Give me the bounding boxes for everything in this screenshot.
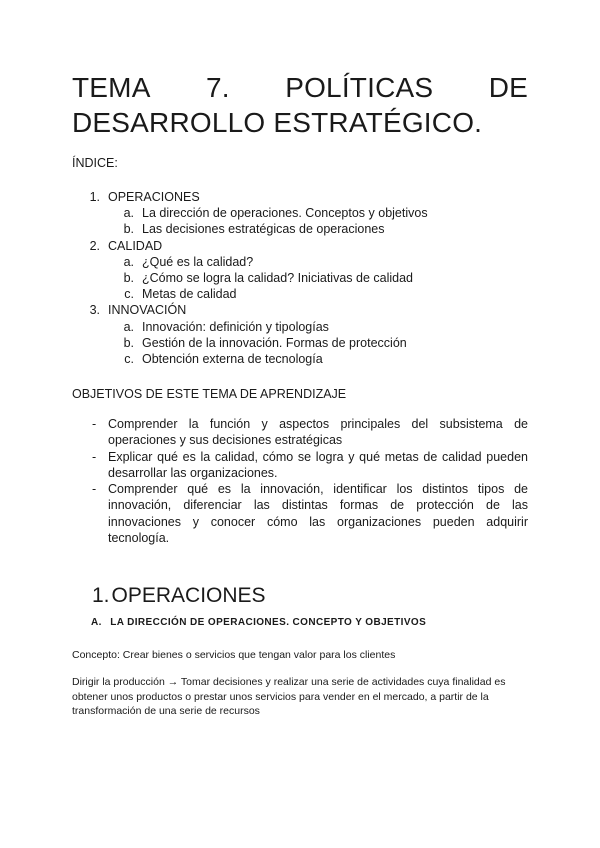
objectives-heading: OBJETIVOS DE ESTE TEMA DE APRENDIZAJE: [72, 387, 347, 401]
title-line-1: [72, 70, 528, 105]
index-heading: ÍNDICE:: [72, 156, 118, 170]
toc-sublabel: Obtención externa de tecnología: [142, 352, 323, 367]
title-word: POLÍTICAS: [285, 72, 434, 103]
toc-subitem: [72, 254, 532, 270]
toc-sublabel: ¿Qué es la calidad?: [142, 254, 254, 269]
objective-text: Comprender la función y aspectos principales del subsistema de operaciones y sus decisiones estratégicas: [108, 417, 528, 448]
toc-number: 2.: [89, 238, 100, 253]
toc-letter: c.: [124, 287, 134, 302]
objective-item: [72, 481, 528, 546]
objective-item: [72, 416, 528, 449]
toc-letter: a.: [123, 206, 134, 221]
objectives-list: [72, 416, 528, 546]
toc-letter: b.: [123, 335, 134, 350]
toc-label: CALIDAD: [108, 238, 163, 253]
toc-item: [72, 238, 532, 254]
subsection-letter: A.: [91, 617, 102, 628]
paragraph: Concepto: Crear bienes o servicios que tengan valor para los clientes: [72, 649, 396, 661]
title-word: TEMA: [72, 72, 151, 103]
toc-number: 1.: [89, 190, 100, 204]
table-of-contents: [72, 189, 532, 367]
section-heading: [92, 584, 266, 608]
toc-subitem: [72, 205, 532, 221]
toc-subitem: [72, 270, 532, 286]
toc-letter: c.: [124, 352, 134, 367]
toc-subitem: [72, 335, 532, 351]
section-label: OPERACIONES: [111, 584, 266, 607]
toc-number: 3.: [89, 303, 100, 318]
objective-text: Explicar qué es la calidad, cómo se logra y qué metas de calidad pueden desarrollar las organizaciones.: [108, 449, 528, 480]
toc-sublabel: Innovación: definición y tipologías: [142, 319, 329, 334]
toc-sublabel: Las decisiones estratégicas de operaciones: [142, 222, 385, 237]
bullet-dash: -: [92, 449, 97, 464]
toc-subitem: [72, 286, 532, 302]
title-line-2: DESARROLLO ESTRATÉGICO.: [72, 107, 483, 138]
toc-sublabel: La dirección de operaciones. Conceptos y objetivos: [142, 206, 428, 221]
objective-item: [72, 449, 528, 482]
toc-subitem: [72, 351, 532, 367]
bullet-dash: -: [92, 417, 97, 431]
toc-letter: a.: [123, 254, 134, 269]
section-number: 1.: [92, 584, 110, 607]
document-title: [72, 70, 528, 140]
toc-subitem: [72, 319, 532, 335]
objective-text: Comprender qué es la innovación, identificar los distintos tipos de innovación, diferenciar las distintas formas de protección de las innovaciones y conocer cómo las organizaciones pueden adquirir tecnología.: [108, 482, 528, 546]
toc-label: OPERACIONES: [108, 190, 200, 204]
bullet-dash: -: [92, 482, 97, 497]
subsection-heading: [91, 617, 426, 628]
title-word: DE: [488, 72, 528, 103]
toc-sublabel: Metas de calidad: [142, 287, 237, 302]
paragraph: Dirigir la producción → Tomar decisiones y realizar una serie de actividades cuya finalidad es obtener unos productos o prestar unos servicios para vender en el mercado, a partir de la transformación de una serie de recursos: [72, 676, 506, 717]
toc-item: [72, 189, 532, 205]
toc-label: INNOVACIÓN: [108, 303, 187, 318]
toc-letter: b.: [123, 222, 134, 237]
subsection-label: LA DIRECCIÓN DE OPERACIONES. CONCEPTO Y OBJETIVOS: [110, 617, 427, 628]
toc-sublabel: Gestión de la innovación. Formas de protección: [142, 335, 407, 350]
toc-letter: b.: [123, 271, 134, 286]
toc-item: [72, 302, 532, 318]
toc-letter: a.: [123, 319, 134, 334]
toc-sublabel: ¿Cómo se logra la calidad? Iniciativas de calidad: [142, 271, 413, 286]
toc-subitem: [72, 221, 532, 237]
title-word: 7.: [206, 72, 230, 103]
